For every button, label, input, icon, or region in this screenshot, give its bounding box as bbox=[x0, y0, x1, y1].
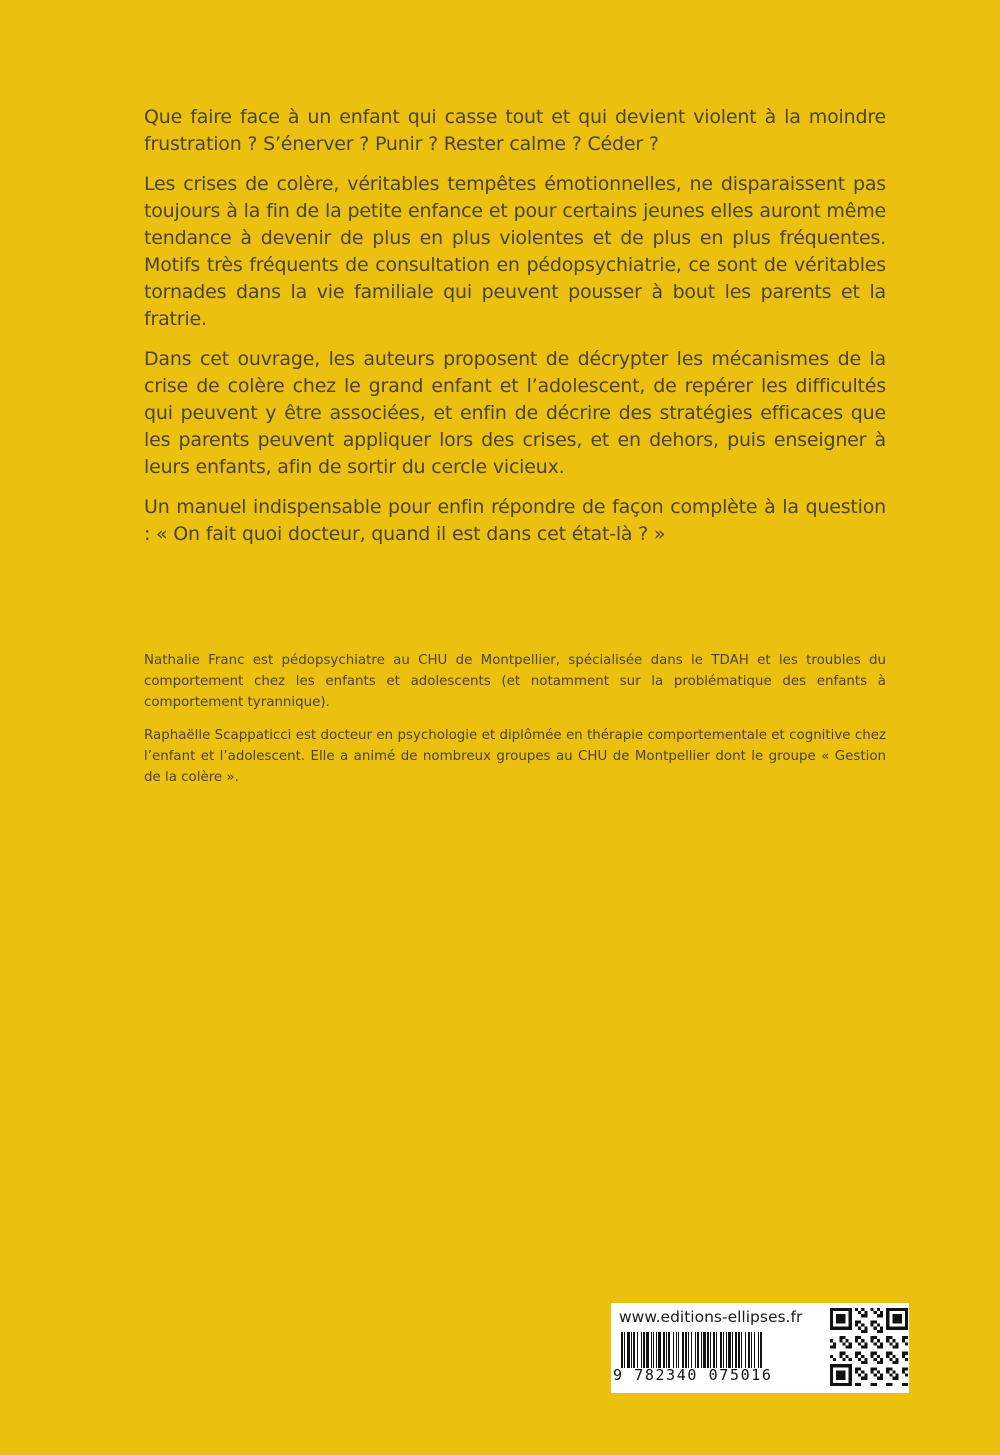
qr-module bbox=[861, 1370, 864, 1373]
qr-module bbox=[892, 1320, 895, 1323]
barcode-bar bbox=[682, 1332, 684, 1368]
barcode-bar bbox=[735, 1332, 737, 1368]
qr-module bbox=[836, 1370, 839, 1373]
qr-module bbox=[902, 1336, 905, 1339]
barcode-bar bbox=[745, 1332, 746, 1368]
qr-module bbox=[871, 1339, 874, 1342]
qr-module bbox=[864, 1342, 867, 1345]
qr-module bbox=[880, 1327, 883, 1330]
qr-module bbox=[830, 1339, 833, 1342]
qr-module bbox=[880, 1314, 883, 1317]
barcode-bar bbox=[760, 1332, 762, 1368]
qr-module bbox=[871, 1320, 874, 1323]
barcode-bar bbox=[676, 1332, 677, 1368]
qr-module bbox=[833, 1308, 836, 1311]
qr-module bbox=[836, 1327, 839, 1330]
qr-module bbox=[861, 1377, 864, 1380]
barcode-bar bbox=[691, 1332, 692, 1368]
qr-module bbox=[905, 1342, 908, 1345]
qr-module bbox=[889, 1327, 892, 1330]
qr-module bbox=[905, 1308, 908, 1311]
qr-module bbox=[864, 1327, 867, 1330]
qr-module bbox=[886, 1324, 889, 1327]
qr-module bbox=[886, 1367, 889, 1370]
qr-module bbox=[896, 1317, 899, 1320]
qr-module bbox=[871, 1352, 874, 1355]
qr-module bbox=[849, 1311, 852, 1314]
qr-module bbox=[861, 1330, 864, 1333]
qr-module bbox=[889, 1308, 892, 1311]
qr-module bbox=[833, 1327, 836, 1330]
isbn-number: 9 782340 075016 bbox=[613, 1366, 773, 1384]
qr-module bbox=[861, 1324, 864, 1327]
barcode-bar bbox=[688, 1332, 689, 1368]
qr-module bbox=[874, 1358, 877, 1361]
barcode-bar bbox=[697, 1332, 699, 1368]
qr-module bbox=[839, 1314, 842, 1317]
qr-module bbox=[839, 1377, 842, 1380]
qr-module bbox=[846, 1327, 849, 1330]
qr-module bbox=[830, 1355, 833, 1358]
qr-module bbox=[880, 1342, 883, 1345]
qr-module bbox=[842, 1352, 845, 1355]
qr-module bbox=[833, 1364, 836, 1367]
qr-module bbox=[905, 1320, 908, 1323]
qr-module bbox=[839, 1383, 842, 1386]
qr-module bbox=[846, 1308, 849, 1311]
qr-module bbox=[880, 1377, 883, 1380]
qr-module bbox=[830, 1374, 833, 1377]
qr-module bbox=[836, 1374, 839, 1377]
qr-module bbox=[886, 1320, 889, 1323]
qr-module bbox=[858, 1352, 861, 1355]
qr-module bbox=[849, 1370, 852, 1373]
qr-module bbox=[889, 1358, 892, 1361]
qr-module bbox=[864, 1361, 867, 1364]
barcode-bar bbox=[641, 1332, 642, 1368]
qr-code-icon[interactable] bbox=[830, 1308, 908, 1386]
qr-module bbox=[892, 1377, 895, 1380]
qr-module bbox=[902, 1352, 905, 1355]
qr-module bbox=[896, 1374, 899, 1377]
qr-module bbox=[864, 1345, 867, 1348]
qr-module bbox=[836, 1314, 839, 1317]
qr-module bbox=[899, 1308, 902, 1311]
qr-module bbox=[902, 1339, 905, 1342]
barcode-bar bbox=[646, 1332, 649, 1368]
qr-module bbox=[830, 1367, 833, 1370]
author-bio: Raphaëlle Scappaticci est docteur en psychologie et diplômée en thérapie comportementale et cognitive chez l’enfant et l’adolescent. Elle a animé de nombreux groupes au CHU de Montpellier dont le groupe « Gestion de la colère ». bbox=[144, 728, 886, 785]
qr-module bbox=[849, 1342, 852, 1345]
qr-module bbox=[830, 1377, 833, 1380]
qr-module bbox=[861, 1308, 864, 1311]
qr-module bbox=[886, 1327, 889, 1330]
qr-module bbox=[846, 1383, 849, 1386]
qr-module bbox=[896, 1361, 899, 1364]
qr-module bbox=[892, 1314, 895, 1317]
qr-module bbox=[886, 1308, 889, 1311]
qr-module bbox=[842, 1364, 845, 1367]
qr-module bbox=[842, 1317, 845, 1320]
qr-module bbox=[855, 1320, 858, 1323]
qr-module bbox=[877, 1377, 880, 1380]
qr-module bbox=[864, 1374, 867, 1377]
barcode-bar bbox=[716, 1332, 717, 1368]
qr-module bbox=[846, 1345, 849, 1348]
barcode-bar bbox=[713, 1332, 715, 1368]
qr-module bbox=[877, 1330, 880, 1333]
qr-module bbox=[864, 1377, 867, 1380]
qr-module bbox=[892, 1327, 895, 1330]
qr-module bbox=[892, 1339, 895, 1342]
qr-module bbox=[849, 1358, 852, 1361]
qr-module bbox=[905, 1352, 908, 1355]
qr-module bbox=[839, 1317, 842, 1320]
qr-module bbox=[892, 1355, 895, 1358]
summary-paragraph: Un manuel indispensable pour enfin répondre de façon complète à la question : « On fait quoi docteur, quand il est dans cet état-là ? » bbox=[144, 496, 886, 545]
qr-module bbox=[855, 1339, 858, 1342]
barcode-bar bbox=[695, 1332, 696, 1368]
qr-module bbox=[880, 1361, 883, 1364]
qr-module bbox=[858, 1367, 861, 1370]
qr-module bbox=[899, 1314, 902, 1317]
qr-module bbox=[880, 1374, 883, 1377]
qr-module bbox=[899, 1320, 902, 1323]
qr-module bbox=[849, 1374, 852, 1377]
qr-module bbox=[861, 1345, 864, 1348]
qr-module bbox=[877, 1370, 880, 1373]
qr-module bbox=[839, 1327, 842, 1330]
qr-module bbox=[871, 1367, 874, 1370]
barcode-bar bbox=[685, 1332, 687, 1368]
qr-module bbox=[874, 1311, 877, 1314]
qr-module bbox=[899, 1317, 902, 1320]
qr-module bbox=[864, 1311, 867, 1314]
qr-module bbox=[905, 1367, 908, 1370]
qr-module bbox=[836, 1377, 839, 1380]
qr-module bbox=[886, 1311, 889, 1314]
qr-module bbox=[877, 1314, 880, 1317]
qr-module bbox=[877, 1339, 880, 1342]
qr-module bbox=[896, 1314, 899, 1317]
qr-module bbox=[880, 1311, 883, 1314]
qr-module bbox=[892, 1345, 895, 1348]
qr-module bbox=[830, 1314, 833, 1317]
qr-module bbox=[896, 1320, 899, 1323]
qr-module bbox=[892, 1361, 895, 1364]
qr-module bbox=[874, 1342, 877, 1345]
author-bio: Nathalie Franc est pédopsychiatre au CHU de Montpellier, spécialisée dans le TDAH et les troubles du comportement chez les enfants et adolescents (et notamment sur la problématique des enfants à comportement tyrannique). bbox=[144, 653, 886, 710]
qr-module bbox=[833, 1358, 836, 1361]
qr-module bbox=[874, 1374, 877, 1377]
qr-module bbox=[902, 1370, 905, 1373]
qr-module bbox=[849, 1320, 852, 1323]
author-bios bbox=[144, 650, 886, 800]
qr-module bbox=[905, 1311, 908, 1314]
qr-module bbox=[858, 1327, 861, 1330]
publisher-url[interactable]: www.editions-ellipses.fr bbox=[619, 1308, 803, 1326]
qr-module bbox=[905, 1317, 908, 1320]
qr-module bbox=[880, 1358, 883, 1361]
barcode-bar bbox=[631, 1332, 632, 1368]
barcode-bar bbox=[754, 1332, 755, 1368]
qr-module bbox=[858, 1358, 861, 1361]
qr-module bbox=[880, 1330, 883, 1333]
qr-module bbox=[905, 1374, 908, 1377]
barcode-bar bbox=[633, 1332, 635, 1368]
qr-module bbox=[871, 1336, 874, 1339]
qr-module bbox=[849, 1324, 852, 1327]
summary-paragraph: Les crises de colère, véritables tempêtes émotionnelles, ne disparaissent pas toujours à la fin de la petite enfance et pour certains jeunes elles auront même tendance à devenir de plus en plus violentes et de plus en plus fréquentes. Motifs très fréquents de consultation en pédopsychiatrie, ce sont de véritables tornades dans la vie familiale qui peuvent pousser à bout les parents et la fratrie. bbox=[144, 173, 886, 330]
qr-module bbox=[855, 1352, 858, 1355]
qr-module bbox=[896, 1308, 899, 1311]
qr-module bbox=[864, 1358, 867, 1361]
qr-module bbox=[830, 1327, 833, 1330]
qr-module bbox=[902, 1383, 905, 1386]
qr-module bbox=[842, 1370, 845, 1373]
qr-module bbox=[846, 1355, 849, 1358]
qr-module bbox=[905, 1383, 908, 1386]
qr-module bbox=[889, 1336, 892, 1339]
qr-module bbox=[855, 1308, 858, 1311]
qr-module bbox=[855, 1367, 858, 1370]
qr-module bbox=[886, 1314, 889, 1317]
qr-module bbox=[874, 1367, 877, 1370]
qr-module bbox=[892, 1317, 895, 1320]
qr-module bbox=[886, 1383, 889, 1386]
qr-module bbox=[839, 1339, 842, 1342]
qr-module bbox=[886, 1336, 889, 1339]
barcode-bar bbox=[703, 1332, 706, 1368]
qr-module bbox=[874, 1320, 877, 1323]
qr-module bbox=[899, 1327, 902, 1330]
qr-module bbox=[896, 1377, 899, 1380]
qr-module bbox=[877, 1355, 880, 1358]
summary-text bbox=[144, 104, 886, 561]
qr-module bbox=[858, 1336, 861, 1339]
barcode-bar bbox=[666, 1332, 667, 1368]
qr-module bbox=[849, 1380, 852, 1383]
barcode-bar bbox=[651, 1332, 652, 1368]
qr-module bbox=[858, 1320, 861, 1323]
qr-module bbox=[839, 1352, 842, 1355]
qr-module bbox=[842, 1308, 845, 1311]
qr-module bbox=[896, 1327, 899, 1330]
qr-module bbox=[849, 1383, 852, 1386]
qr-module bbox=[836, 1317, 839, 1320]
barcode-bar bbox=[732, 1332, 733, 1368]
qr-module bbox=[842, 1377, 845, 1380]
qr-module bbox=[864, 1314, 867, 1317]
qr-module bbox=[871, 1370, 874, 1373]
qr-module bbox=[842, 1327, 845, 1330]
qr-module bbox=[855, 1355, 858, 1358]
qr-module bbox=[839, 1355, 842, 1358]
barcode-bar bbox=[658, 1332, 661, 1368]
summary-paragraph: Que faire face à un enfant qui casse tout et qui devient violent à la moindre frustration ? S’énerver ? Punir ? Rester calme ? Céder ? bbox=[144, 106, 886, 155]
qr-module bbox=[864, 1330, 867, 1333]
barcode-bar bbox=[707, 1332, 709, 1368]
qr-module bbox=[836, 1364, 839, 1367]
qr-module bbox=[905, 1314, 908, 1317]
barcode-bar bbox=[728, 1332, 731, 1368]
qr-module bbox=[877, 1308, 880, 1311]
qr-module bbox=[858, 1311, 861, 1314]
qr-module bbox=[849, 1317, 852, 1320]
qr-module bbox=[849, 1345, 852, 1348]
qr-module bbox=[880, 1345, 883, 1348]
barcode-bar bbox=[723, 1332, 724, 1368]
barcode-bar bbox=[738, 1332, 740, 1368]
barcode-bar bbox=[701, 1332, 702, 1368]
qr-module bbox=[861, 1355, 864, 1358]
qr-module bbox=[833, 1342, 836, 1345]
qr-module bbox=[896, 1342, 899, 1345]
qr-module bbox=[855, 1383, 858, 1386]
qr-module bbox=[842, 1358, 845, 1361]
qr-module bbox=[842, 1383, 845, 1386]
qr-module bbox=[858, 1342, 861, 1345]
barcode-bar bbox=[673, 1332, 674, 1368]
qr-module bbox=[833, 1345, 836, 1348]
qr-module bbox=[905, 1324, 908, 1327]
barcode-bar bbox=[741, 1332, 742, 1368]
qr-module bbox=[902, 1355, 905, 1358]
qr-module bbox=[889, 1352, 892, 1355]
barcode-bar bbox=[627, 1332, 630, 1368]
qr-module bbox=[861, 1314, 864, 1317]
qr-module bbox=[846, 1364, 849, 1367]
qr-module bbox=[830, 1370, 833, 1373]
qr-module bbox=[849, 1367, 852, 1370]
qr-module bbox=[849, 1308, 852, 1311]
barcode-bar bbox=[624, 1332, 625, 1368]
qr-module bbox=[836, 1320, 839, 1323]
barcode-bar bbox=[726, 1332, 727, 1368]
qr-module bbox=[842, 1374, 845, 1377]
qr-module bbox=[896, 1345, 899, 1348]
qr-module bbox=[874, 1336, 877, 1339]
qr-module bbox=[861, 1339, 864, 1342]
qr-module bbox=[858, 1374, 861, 1377]
qr-module bbox=[830, 1311, 833, 1314]
qr-module bbox=[855, 1370, 858, 1373]
qr-module bbox=[892, 1370, 895, 1373]
barcode-bar bbox=[751, 1332, 752, 1368]
qr-module bbox=[874, 1383, 877, 1386]
qr-module bbox=[871, 1355, 874, 1358]
qr-module bbox=[833, 1383, 836, 1386]
qr-module bbox=[877, 1324, 880, 1327]
qr-module bbox=[839, 1320, 842, 1323]
qr-module bbox=[877, 1345, 880, 1348]
barcode-bar bbox=[653, 1332, 654, 1368]
qr-module bbox=[871, 1383, 874, 1386]
qr-module bbox=[839, 1370, 842, 1373]
qr-module bbox=[830, 1380, 833, 1383]
qr-module bbox=[849, 1314, 852, 1317]
qr-module bbox=[902, 1308, 905, 1311]
qr-module bbox=[858, 1383, 861, 1386]
barcode-bar bbox=[668, 1332, 670, 1368]
isbn-barcode bbox=[621, 1332, 817, 1368]
qr-module bbox=[896, 1358, 899, 1361]
qr-module bbox=[839, 1336, 842, 1339]
barcode-bar bbox=[656, 1332, 657, 1368]
qr-module bbox=[830, 1364, 833, 1367]
qr-module bbox=[886, 1339, 889, 1342]
qr-module bbox=[842, 1342, 845, 1345]
qr-module bbox=[830, 1320, 833, 1323]
qr-module bbox=[839, 1308, 842, 1311]
summary-paragraph: Dans cet ouvrage, les auteurs proposent de décrypter les mécanismes de la crise de colère chez le grand enfant et l’adolescent, de repérer les difficultés qui peuvent y être associées, et enfin de décrire des stratégies efficaces que les parents peuvent appliquer lors des crises, et en dehors, puis enseigner à leurs enfants, afin de sortir du cercle vicieux. bbox=[144, 348, 886, 478]
qr-module bbox=[839, 1364, 842, 1367]
barcode-panel bbox=[611, 1303, 909, 1393]
qr-module bbox=[889, 1374, 892, 1377]
qr-module bbox=[830, 1308, 833, 1311]
qr-module bbox=[886, 1352, 889, 1355]
qr-module bbox=[830, 1324, 833, 1327]
barcode-bar bbox=[748, 1332, 750, 1368]
qr-module bbox=[836, 1383, 839, 1386]
qr-module bbox=[889, 1383, 892, 1386]
qr-module bbox=[874, 1352, 877, 1355]
barcode-bar bbox=[678, 1332, 679, 1368]
qr-module bbox=[849, 1377, 852, 1380]
qr-module bbox=[855, 1324, 858, 1327]
barcode-bar bbox=[720, 1332, 722, 1368]
qr-module bbox=[871, 1324, 874, 1327]
qr-module bbox=[830, 1345, 833, 1348]
barcode-bar bbox=[621, 1332, 623, 1368]
qr-module bbox=[839, 1374, 842, 1377]
qr-module bbox=[871, 1308, 874, 1311]
qr-module bbox=[886, 1317, 889, 1320]
qr-module bbox=[861, 1361, 864, 1364]
qr-module bbox=[830, 1317, 833, 1320]
qr-module bbox=[902, 1327, 905, 1330]
qr-module bbox=[842, 1336, 845, 1339]
qr-module bbox=[886, 1355, 889, 1358]
barcode-bar bbox=[710, 1332, 711, 1368]
qr-module bbox=[877, 1361, 880, 1364]
barcode-bar bbox=[663, 1332, 665, 1368]
qr-module bbox=[889, 1342, 892, 1345]
qr-module bbox=[842, 1314, 845, 1317]
qr-module bbox=[886, 1370, 889, 1373]
qr-module bbox=[846, 1339, 849, 1342]
barcode-bar bbox=[637, 1332, 638, 1368]
qr-module bbox=[842, 1320, 845, 1323]
qr-module bbox=[830, 1383, 833, 1386]
qr-module bbox=[892, 1308, 895, 1311]
barcode-bar bbox=[643, 1332, 645, 1368]
qr-module bbox=[855, 1336, 858, 1339]
qr-module bbox=[874, 1327, 877, 1330]
qr-module bbox=[889, 1367, 892, 1370]
qr-module bbox=[849, 1327, 852, 1330]
qr-module bbox=[905, 1358, 908, 1361]
qr-module bbox=[905, 1327, 908, 1330]
barcode-bar bbox=[758, 1332, 759, 1368]
qr-module bbox=[836, 1308, 839, 1311]
qr-module bbox=[849, 1364, 852, 1367]
qr-module bbox=[902, 1367, 905, 1370]
qr-module bbox=[905, 1336, 908, 1339]
